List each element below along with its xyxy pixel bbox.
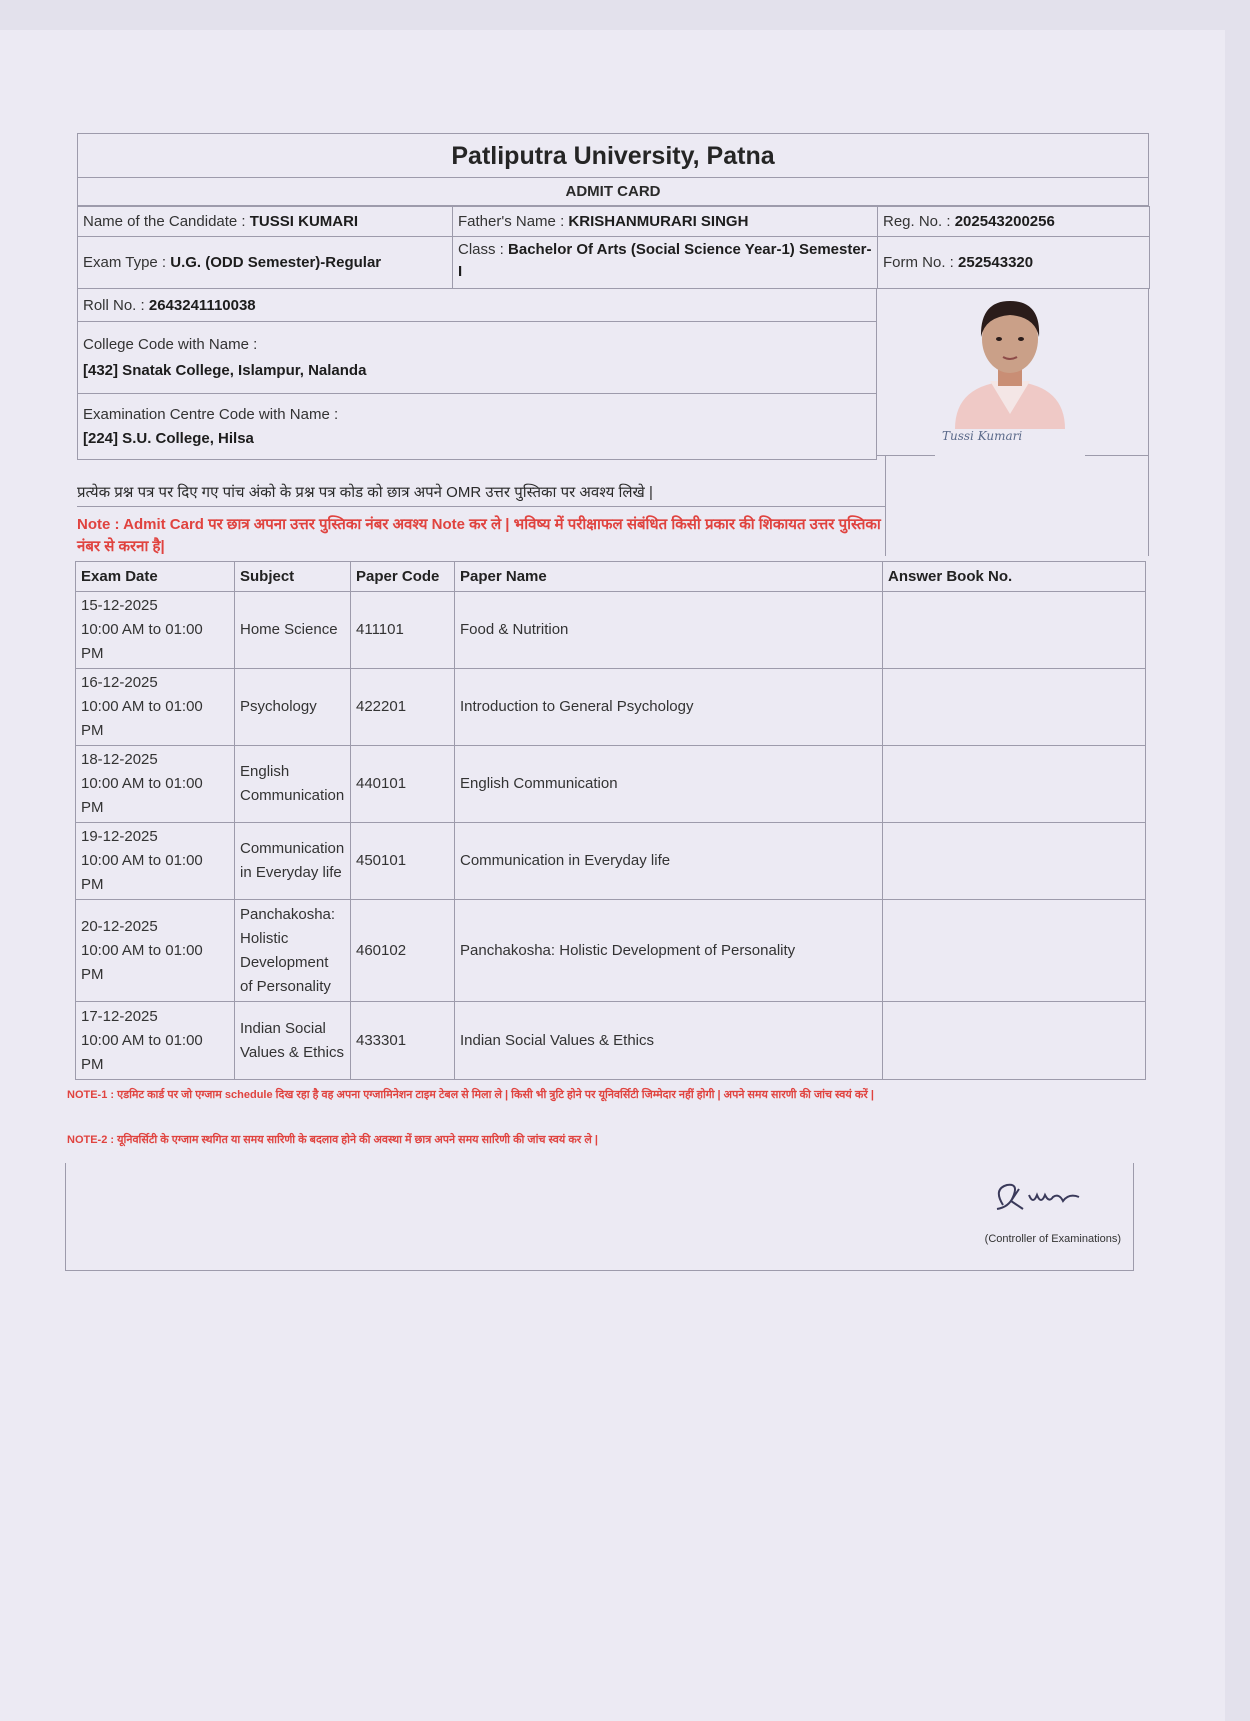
answer-book-no[interactable]	[883, 746, 1146, 823]
header-paper-code: Paper Code	[351, 562, 455, 592]
blank-box	[885, 456, 1149, 556]
subject: Home Science	[235, 592, 351, 669]
paper-name: Panchakosha: Holistic Development of Personality	[455, 900, 883, 1002]
roll-no: 2643241110038	[148, 296, 256, 314]
candidate-info-table	[77, 206, 1150, 289]
exam-date-cell	[76, 746, 235, 823]
paper-name: Food & Nutrition	[455, 592, 883, 669]
table-row	[76, 746, 1146, 823]
omr-instruction: प्रत्येक प्रश्न पत्र पर दिए गए पांच अंको के प्रश्न पत्र कोड को छात्र अपने OMR उत्तर पुस्तिका पर अवश्य लिखे |	[77, 484, 653, 501]
form-no: 252543320	[958, 254, 1034, 271]
exam-date: 18-12-2025	[81, 751, 158, 768]
divider	[77, 506, 885, 507]
roll-no-cell	[78, 289, 877, 322]
reg-no: 202543200256	[954, 213, 1055, 230]
centre-cell	[78, 394, 877, 460]
exam-date-cell	[76, 900, 235, 1002]
paper-code: 433301	[351, 1002, 455, 1080]
header-subject: Subject	[235, 562, 351, 592]
answer-book-no[interactable]	[883, 900, 1146, 1002]
college-label: College Code with Name :	[83, 335, 258, 353]
controller-signature	[989, 1175, 1109, 1219]
admit-card-note: Note : Admit Card पर छात्र अपना उत्तर पुस्तिका नंबर अवश्य Note कर ले | भविष्य में परीक्षाफल संबंधित किसी प्रकार की शिकायत उत्तर पुस्तिका नंबर से करना है|	[77, 516, 881, 555]
form-no-label: Form No. :	[883, 254, 959, 271]
candidate-name: TUSSI KUMARI	[249, 213, 359, 230]
subject: Panchakosha: Holistic Development of Personality	[235, 900, 351, 1002]
candidate-name-cell	[78, 207, 453, 237]
subject: Indian Social Values & Ethics	[235, 1002, 351, 1080]
table-row	[76, 823, 1146, 900]
exam-time: 10:00 AM to 01:00 PM	[81, 1031, 203, 1073]
candidate-name-label: Name of the Candidate :	[83, 213, 250, 230]
exam-time: 10:00 AM to 01:00 PM	[81, 621, 203, 662]
reg-no-cell	[878, 207, 1150, 237]
signature-box	[65, 1163, 1134, 1271]
form-no-cell	[878, 237, 1150, 289]
table-row	[76, 900, 1146, 1002]
father-name-label: Father's Name :	[458, 213, 569, 230]
subject: Communication in Everyday life	[235, 823, 351, 900]
paper-code: 460102	[351, 900, 455, 1002]
subject: English Communication	[235, 746, 351, 823]
paper-code: 450101	[351, 823, 455, 900]
header-answer-book: Answer Book No.	[883, 562, 1146, 592]
reg-no-label: Reg. No. :	[883, 213, 955, 230]
paper-code: 440101	[351, 746, 455, 823]
footnote-2: NOTE-2 : यूनिवर्सिटी के एग्जाम स्थगित या समय सारिणी के बदलाव होने की अवस्था में छात्र अपने समय सारिणी की जांच स्वयं कर ले |	[67, 1134, 598, 1146]
header-paper-name: Paper Name	[455, 562, 883, 592]
exam-date: 17-12-2025	[81, 1007, 158, 1025]
exam-schedule-table	[75, 561, 1146, 1080]
roll-no-label: Roll No. :	[83, 296, 149, 314]
class-label: Class :	[458, 241, 509, 258]
answer-book-no[interactable]	[883, 823, 1146, 900]
college-name: [432] Snatak College, Islampur, Nalanda	[83, 361, 367, 379]
paper-code: 422201	[351, 669, 455, 746]
exam-date-cell	[76, 592, 235, 669]
signature-text: Kumar	[989, 1175, 992, 1176]
class-cell	[453, 237, 878, 289]
table-row	[76, 592, 1146, 669]
subject: Psychology	[235, 669, 351, 746]
father-name-cell	[453, 207, 878, 237]
exam-date-cell	[76, 1002, 235, 1080]
exam-date-cell	[76, 669, 235, 746]
exam-date: 16-12-2025	[81, 674, 158, 691]
paper-name: English Communication	[455, 746, 883, 823]
centre-label: Examination Centre Code with Name :	[83, 405, 339, 423]
controller-label: (Controller of Examinations)	[984, 1233, 1121, 1245]
table-row	[76, 1002, 1146, 1080]
exam-time: 10:00 AM to 01:00 PM	[81, 941, 203, 983]
exam-date: 20-12-2025	[81, 917, 158, 935]
father-name: KRISHANMURARI SINGH	[568, 213, 749, 230]
exam-type: U.G. (ODD Semester)-Regular	[170, 254, 382, 271]
paper-name: Introduction to General Psychology	[455, 669, 883, 746]
exam-type-label: Exam Type :	[83, 254, 171, 271]
paper-name: Communication in Everyday life	[455, 823, 883, 900]
photo-box	[877, 288, 1149, 456]
exam-type-cell	[78, 237, 453, 289]
exam-date: 19-12-2025	[81, 828, 158, 845]
exam-time: 10:00 AM to 01:00 PM	[81, 775, 203, 816]
admit-card	[67, 133, 1149, 1271]
university-title: Patliputra University, Patna	[77, 133, 1149, 178]
paper-code: 411101	[351, 592, 455, 669]
exam-date: 15-12-2025	[81, 597, 158, 614]
admit-card-heading: ADMIT CARD	[77, 178, 1149, 206]
table-row	[76, 669, 1146, 746]
photo-signature: Tussi Kumari	[942, 429, 1023, 443]
exam-date-cell	[76, 823, 235, 900]
centre-name: [224] S.U. College, Hilsa	[83, 429, 254, 447]
header-exam-date: Exam Date	[76, 562, 235, 592]
college-cell	[78, 322, 877, 394]
footnote-1: NOTE-1 : एडमिट कार्ड पर जो एग्जाम schedule दिख रहा है वह अपना एग्जामिनेशन टाइम टेबल से मिला ले | किसी भी त्रुटि होने पर यूनिवर्सिटी जिम्मेदार नहीं होगी | अपने समय सारणी की जांच स्वयं करें |	[67, 1089, 874, 1101]
answer-book-no[interactable]	[883, 1002, 1146, 1080]
class-value: Bachelor Of Arts (Social Science Year-1) Semester-I	[458, 241, 872, 280]
answer-book-no[interactable]	[883, 592, 1146, 669]
paper-name: Indian Social Values & Ethics	[455, 1002, 883, 1080]
exam-time: 10:00 AM to 01:00 PM	[81, 698, 203, 739]
answer-book-no[interactable]	[883, 669, 1146, 746]
exam-time: 10:00 AM to 01:00 PM	[81, 852, 203, 893]
roll-college-table	[77, 288, 877, 460]
